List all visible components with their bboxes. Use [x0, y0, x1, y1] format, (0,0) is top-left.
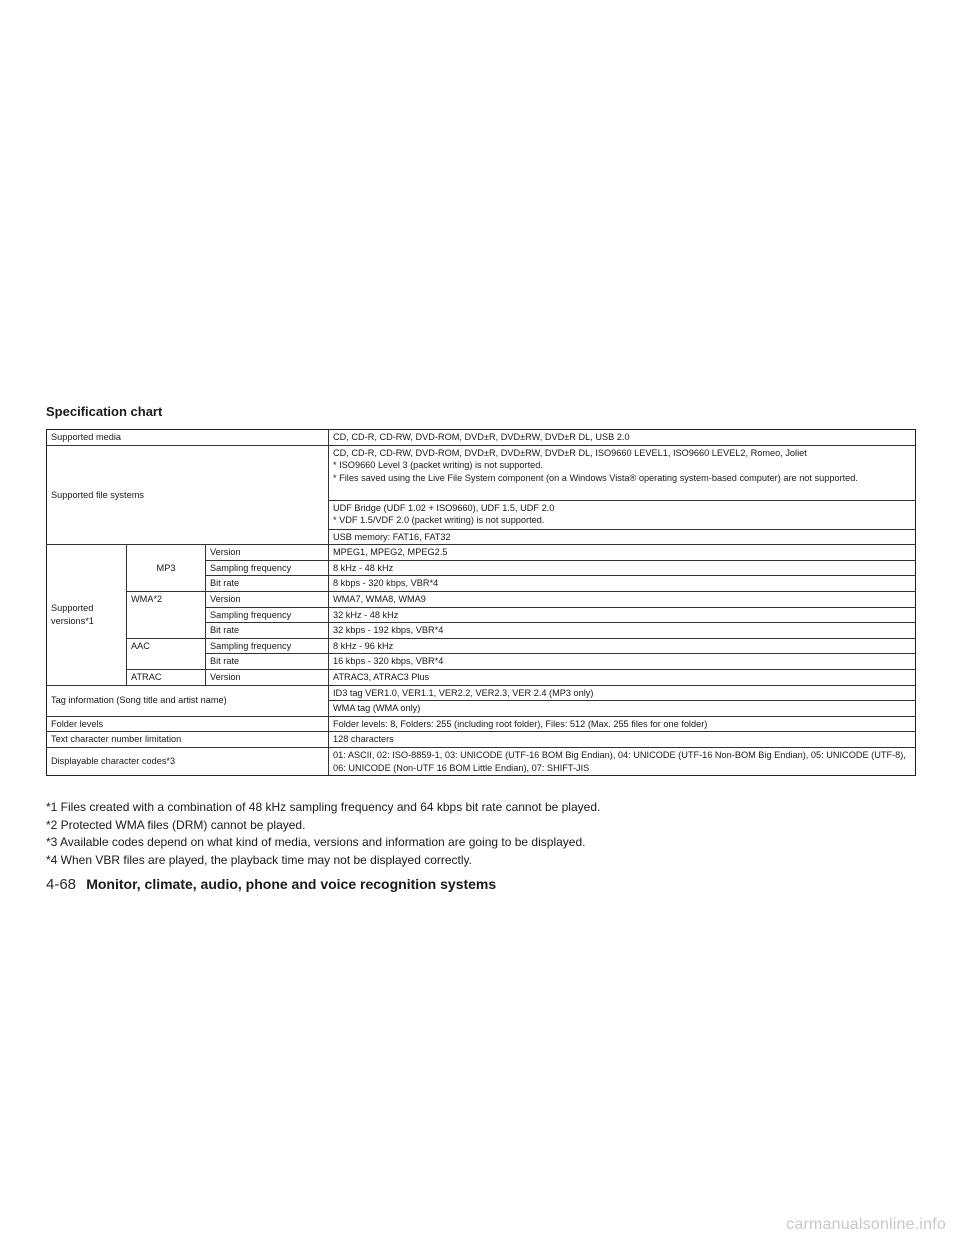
format-attribute: Bit rate	[206, 623, 329, 639]
row-value: 16 kbps - 320 kbps, VBR*4	[329, 654, 916, 670]
format-name: AAC	[127, 638, 206, 669]
format-attribute: Sampling frequency	[206, 638, 329, 654]
table-row	[47, 669, 916, 685]
row-label: Displayable character codes*3	[47, 747, 329, 775]
footnotes	[46, 799, 916, 869]
row-value: ID3 tag VER1.0, VER1.1, VER2.2, VER2.3, VER 2.4 (MP3 only)	[329, 685, 916, 701]
specification-table	[46, 429, 916, 776]
format-name: WMA*2	[127, 591, 206, 638]
row-label: Text character number limitation	[47, 732, 329, 748]
table-row	[47, 545, 916, 561]
table-row	[47, 445, 916, 500]
row-label: Supported versions*1	[47, 545, 127, 685]
format-attribute: Bit rate	[206, 654, 329, 670]
footnote: *2 Protected WMA files (DRM) cannot be played.	[46, 817, 306, 832]
row-value: 32 kHz - 48 kHz	[329, 607, 916, 623]
row-value: ATRAC3, ATRAC3 Plus	[329, 669, 916, 685]
row-value: WMA7, WMA8, WMA9	[329, 591, 916, 607]
row-value: 128 characters	[329, 732, 916, 748]
format-attribute: Version	[206, 545, 329, 561]
row-value: WMA tag (WMA only)	[329, 701, 916, 717]
table-row	[47, 732, 916, 748]
row-label: Folder levels	[47, 716, 329, 732]
table-row	[47, 430, 916, 446]
row-value: 8 kbps - 320 kbps, VBR*4	[329, 576, 916, 592]
table-row	[47, 747, 916, 775]
footnote: *1 Files created with a combination of 48 kHz sampling frequency and 64 kbps bit rate cannot be played.	[46, 800, 601, 814]
row-value: 32 kbps - 192 kbps, VBR*4	[329, 623, 916, 639]
format-attribute: Bit rate	[206, 576, 329, 592]
row-value	[329, 500, 916, 529]
row-value: USB memory: FAT16, FAT32	[329, 529, 916, 545]
table-row	[47, 716, 916, 732]
format-name: MP3	[127, 545, 206, 592]
chapter-title: Monitor, climate, audio, phone and voice recognition systems	[86, 876, 497, 892]
table-row	[47, 591, 916, 607]
row-value: 8 kHz - 96 kHz	[329, 638, 916, 654]
table-row	[47, 685, 916, 701]
row-value: 01: ASCII, 02: ISO-8859-1, 03: UNICODE (UTF-16 BOM Big Endian), 04: UNICODE (UTF-16 Non-BOM Big Endian), 05: UNICODE (UTF-8), 06: UNICODE (Non-UTF 16 BOM Little Endian), 07: SHIFT-JIS	[329, 747, 916, 775]
row-label: Tag information (Song title and artist name)	[47, 685, 329, 716]
row-value: CD, CD-R, CD-RW, DVD-ROM, DVD±R, DVD±RW, DVD±R DL, USB 2.0	[329, 430, 916, 446]
row-label: Supported media	[47, 430, 329, 446]
page-number: 4-68	[46, 876, 77, 893]
format-attribute: Sampling frequency	[206, 607, 329, 623]
format-attribute: Sampling frequency	[206, 560, 329, 576]
page-footer	[46, 876, 496, 893]
watermark: carmanualsonline.info	[786, 1216, 946, 1233]
value-line: CD, CD-R, CD-RW, DVD-ROM, DVD±R, DVD±RW, DVD±R DL, ISO9660 LEVEL1, ISO9660 LEVEL2, Romeo, Joliet * ISO9660 Level 3 (packet writing) is not supported. * Files saved using the Live File System component (on a Windows Vista® operating system-based computer) are not supported.	[333, 447, 858, 483]
row-value: MPEG1, MPEG2, MPEG2.5	[329, 545, 916, 561]
row-label: Supported file systems	[47, 445, 329, 545]
format-attribute: Version	[206, 591, 329, 607]
table-row	[47, 638, 916, 654]
row-value: Folder levels: 8, Folders: 255 (including root folder), Files: 512 (Max. 255 files for one folder)	[329, 716, 916, 732]
row-value	[329, 445, 916, 500]
format-name: ATRAC	[127, 669, 206, 685]
footnote: *4 When VBR files are played, the playback time may not be displayed correctly.	[46, 852, 472, 867]
value-line: UDF Bridge (UDF 1.02 + ISO9660), UDF 1.5, UDF 2.0 * VDF 1.5/VDF 2.0 (packet writing) is not supported.	[333, 502, 555, 526]
row-value: 8 kHz - 48 kHz	[329, 560, 916, 576]
footnote: *3 Available codes depend on what kind of media, versions and information are going to be displayed.	[46, 835, 586, 849]
section-title: Specification chart	[46, 404, 163, 419]
format-attribute: Version	[206, 669, 329, 685]
